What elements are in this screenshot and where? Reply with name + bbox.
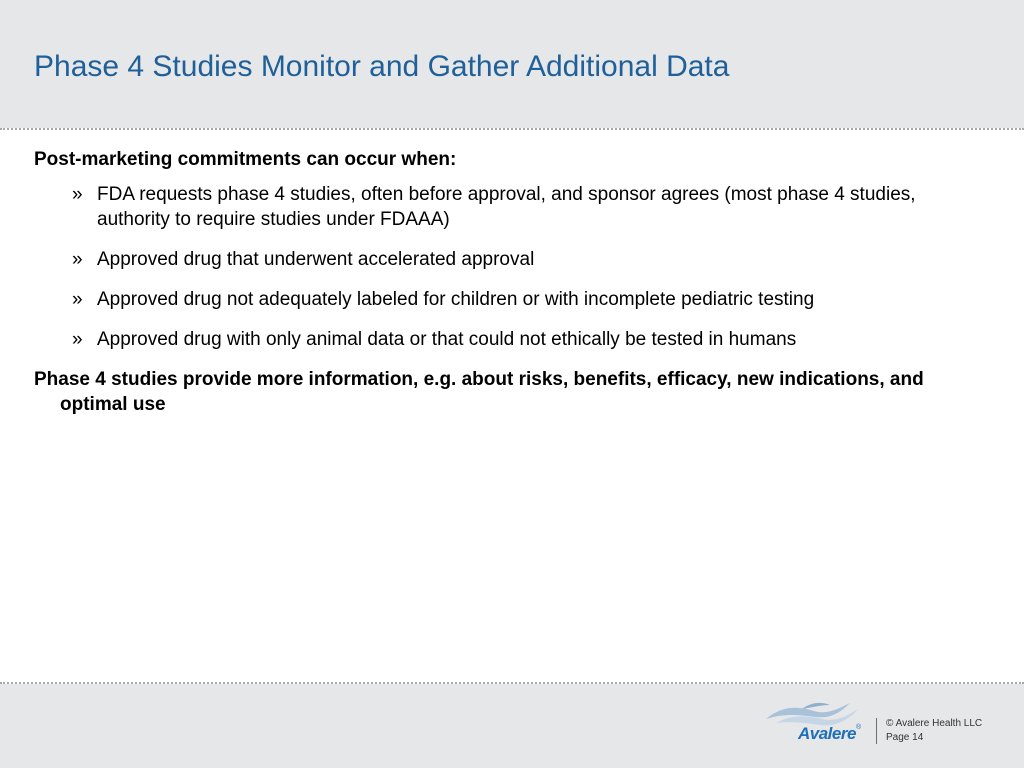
registered-mark: ® bbox=[855, 724, 861, 731]
commitment-bullet-list bbox=[34, 182, 994, 352]
bullet-item bbox=[34, 182, 994, 232]
bullet-item bbox=[34, 247, 994, 272]
phase4-summary-heading: Phase 4 studies provide more information, e.g. about risks, benefits, efficacy, new indications, and optimal use bbox=[34, 369, 924, 415]
logo-wordmark-text: Avalere bbox=[798, 724, 856, 743]
wave-bird-icon bbox=[762, 697, 872, 727]
post-marketing-heading: Post-marketing commitments can occur when: bbox=[34, 149, 457, 170]
slide-title: Phase 4 Studies Monitor and Gather Additional Data bbox=[34, 50, 730, 83]
bullet-text: Approved drug with only animal data or that could not ethically be tested in humans bbox=[97, 329, 797, 350]
bullet-marker-icon: » bbox=[72, 184, 83, 205]
bullet-marker-icon: » bbox=[72, 329, 83, 350]
footer-vertical-divider bbox=[876, 718, 877, 744]
bullet-item bbox=[34, 327, 994, 352]
bullet-text: FDA requests phase 4 studies, often before approval, and sponsor agrees (most phase 4 studies, authority to require studies under FDAAA) bbox=[97, 184, 916, 230]
bullet-item bbox=[34, 287, 994, 312]
copyright-text: © Avalere Health LLC bbox=[886, 718, 983, 729]
page-number: Page 14 bbox=[886, 732, 924, 743]
slide-content bbox=[34, 147, 994, 427]
logo-wordmark bbox=[798, 724, 861, 744]
bullet-marker-icon: » bbox=[72, 289, 83, 310]
bullet-text: Approved drug not adequately labeled for children or with incomplete pediatric testing bbox=[97, 289, 815, 310]
bullet-marker-icon: » bbox=[72, 249, 83, 270]
avalere-logo bbox=[762, 697, 872, 747]
top-dotted-divider bbox=[0, 128, 1024, 130]
footer-info bbox=[886, 717, 982, 745]
bullet-text: Approved drug that underwent accelerated approval bbox=[97, 249, 535, 270]
